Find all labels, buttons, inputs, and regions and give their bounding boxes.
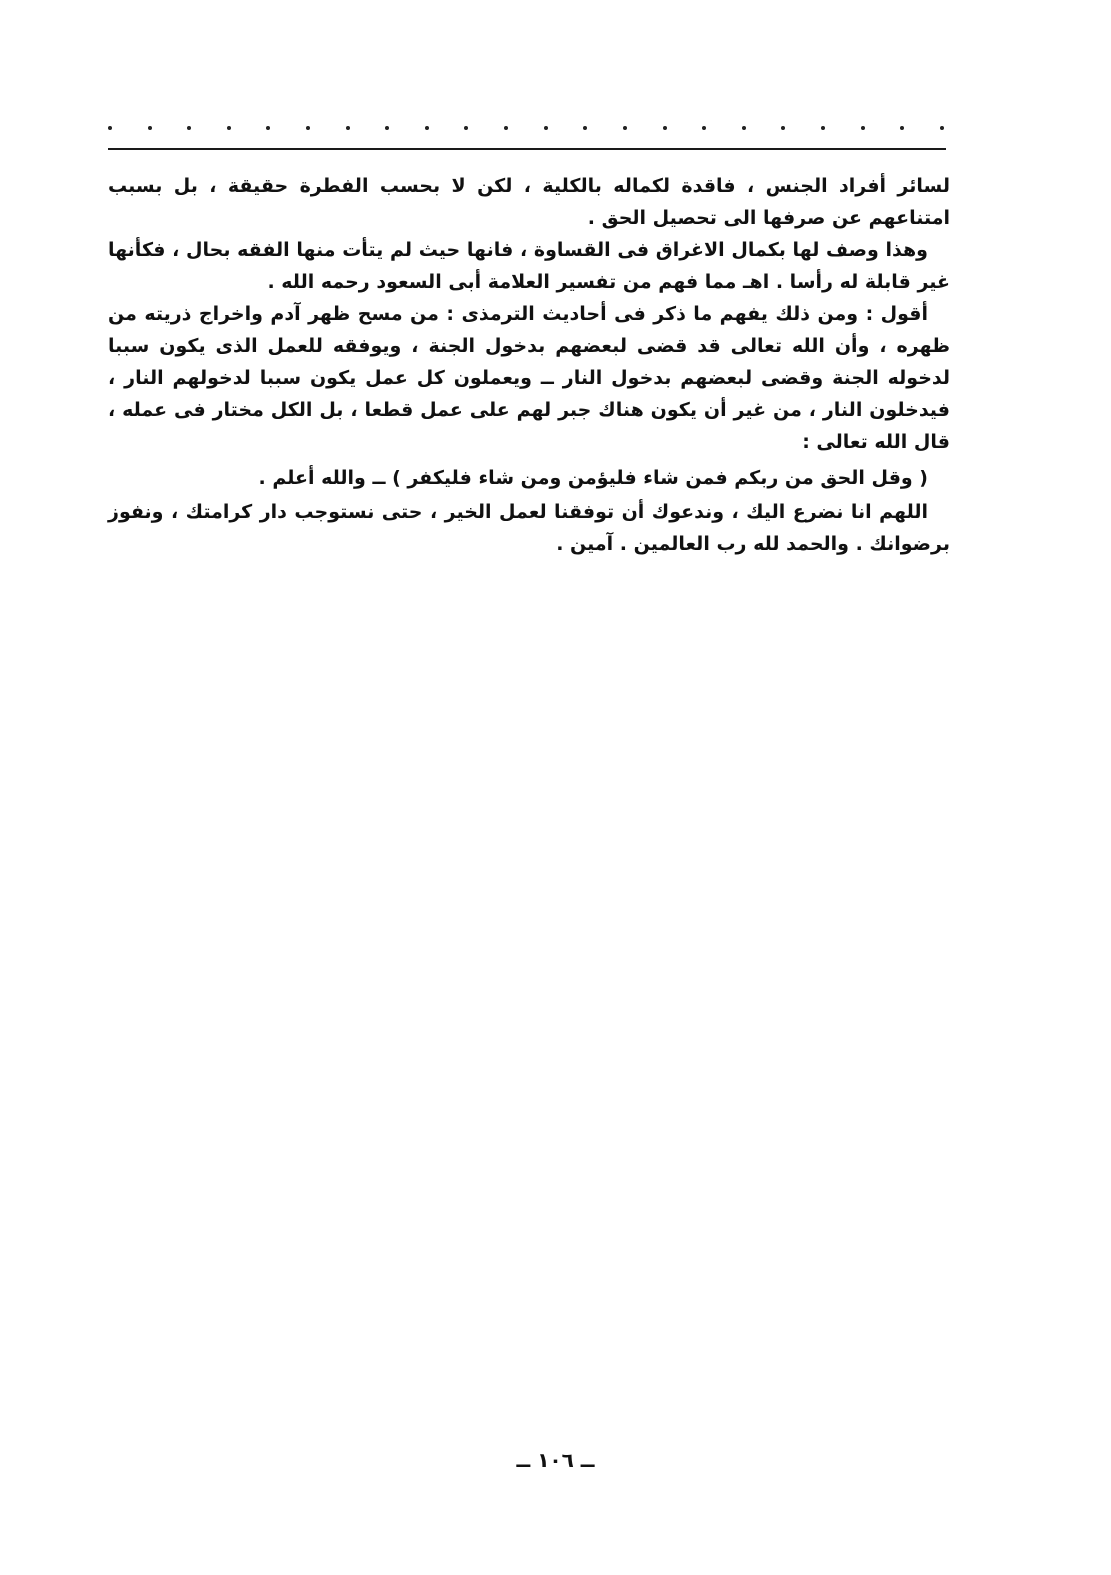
paragraph-1: لسائر أفراد الجنس ، فاقدة لكماله بالكلية ، لكن لا بحسب الفطرة حقيقة ، بل بسبب امتناعهم عن صرفها الى تحصيل الحق . bbox=[108, 175, 950, 229]
header-dot bbox=[504, 126, 508, 130]
header-dots bbox=[108, 118, 944, 138]
header-dot bbox=[108, 126, 112, 130]
header-dot bbox=[464, 126, 468, 130]
header-dot bbox=[940, 126, 944, 130]
header-dot bbox=[425, 126, 429, 130]
header-dot bbox=[900, 126, 904, 130]
header-dot bbox=[346, 126, 350, 130]
header-dot bbox=[385, 126, 389, 130]
header-dot bbox=[702, 126, 706, 130]
header-rule bbox=[108, 148, 946, 150]
closing-prayer: اللهم انا نضرع اليك ، وندعوك أن توفقنا لعمل الخير ، حتى نستوجب دار كرامتك ، ونفوز برضوانك . والحمد لله رب العالمين . آمين . bbox=[108, 501, 950, 555]
header-dot bbox=[266, 126, 270, 130]
header-dot bbox=[148, 126, 152, 130]
paragraph-3: أقول : ومن ذلك يفهم ما ذكر فى أحاديث الترمذى : من مسح ظهر آدم واخراج ذريته من ظهره ، وأن الله تعالى قد قضى لبعضهم بدخول الجنة ، ويوفقه للعمل الذى يكون سببا لدخوله الجنة وقضى لبعضهم بدخول النار ــ ويعملون كل عمل يكون سببا لدخولهم النار ، فيدخلون النار ، من غير أن يكون هناك جبر لهم على عمل قطعا ، بل الكل مختار فى عمله ، قال الله تعالى : bbox=[108, 303, 950, 453]
header-dot bbox=[861, 126, 865, 130]
quran-verse: ( وقل الحق من ربكم فمن شاء فليؤمن ومن شاء فليكفر ) ــ والله أعلم . bbox=[258, 467, 928, 489]
header-dot bbox=[227, 126, 231, 130]
header-dot bbox=[663, 126, 667, 130]
page-number: ــ ١٠٦ ــ bbox=[516, 1448, 595, 1472]
header-dot bbox=[742, 126, 746, 130]
header-dot bbox=[306, 126, 310, 130]
header-dot bbox=[623, 126, 627, 130]
header-dot bbox=[781, 126, 785, 130]
header-dot bbox=[544, 126, 548, 130]
page-body bbox=[108, 170, 950, 560]
paragraph-2: وهذا وصف لها بكمال الاغراق فى القساوة ، فانها حيث لم يتأت منها الفقه بحال ، فكأنها غير قابلة له رأسا . اهـ مما فهم من تفسير العلامة أبى السعود رحمه الله . bbox=[108, 239, 950, 293]
header-dot bbox=[583, 126, 587, 130]
header-dot bbox=[187, 126, 191, 130]
header-dot bbox=[821, 126, 825, 130]
